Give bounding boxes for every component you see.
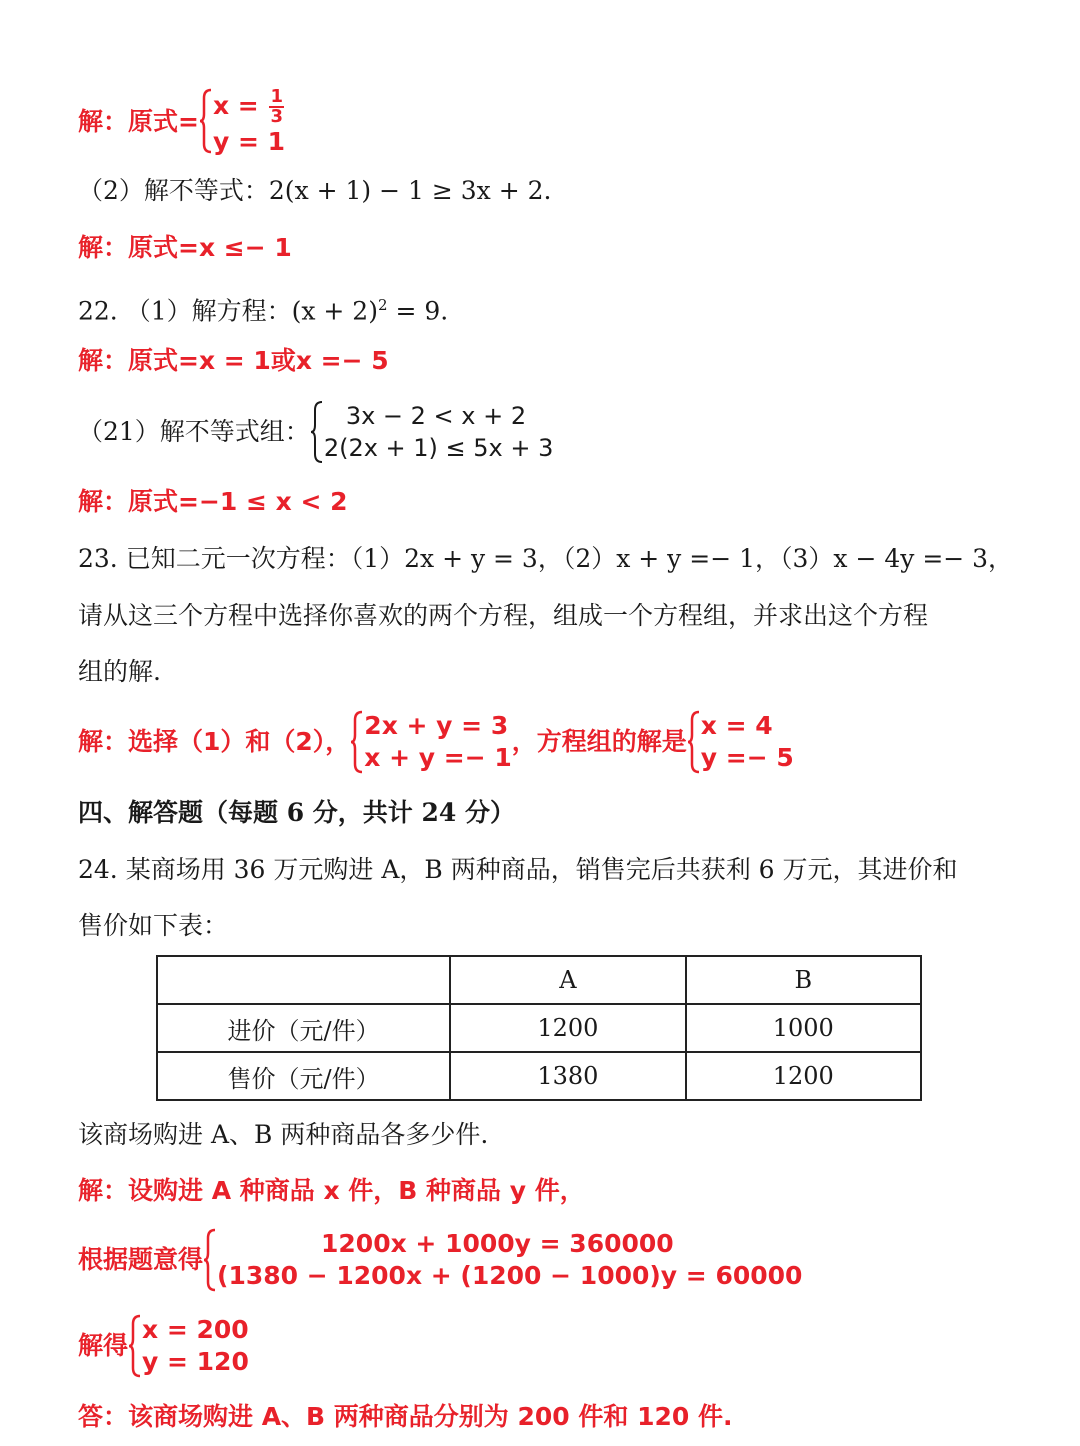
answer-24-system: 1200x + 1000y = 360000 (1380 − 1200x + (1200 − 1000)y = 60000 bbox=[203, 1228, 802, 1292]
question-2: （2）解不等式：2(x + 1) − 1 ≥ 3x + 2. bbox=[78, 176, 552, 205]
answer-23-solution: x = 4 y =− 5 bbox=[687, 710, 794, 774]
brace-icon bbox=[687, 710, 701, 774]
table-row: 进价（元/件） 1200 1000 bbox=[157, 1004, 921, 1052]
question-23-line-2: 请从这三个方程中选择你喜欢的两个方程，组成一个方程组，并求出这个方程 bbox=[78, 601, 929, 630]
answer-24-solution: 解得 x = 200 y = 120 bbox=[78, 1315, 249, 1376]
answer-24-line-1: 解：设购进 A 种商品 x 件，B 种商品 y 件， bbox=[78, 1176, 585, 1205]
answer-24-equations: 根据题意得 1200x + 1000y = 360000 (1380 − 1200x + (1200 − 1000)y = 60000 bbox=[78, 1229, 803, 1290]
answer-1-system: x = $\frac{1}{3}$ y = 1 bbox=[199, 88, 285, 158]
brace-icon bbox=[350, 710, 364, 774]
fraction-one-third: $\frac{1}{3}$ bbox=[270, 86, 283, 127]
question-23-line-3: 组的解. bbox=[78, 657, 161, 686]
question-21: （21）解不等式组： 3x − 2 < x + 2 2(2x + 1) ≤ 5x + 3 bbox=[78, 402, 554, 462]
price-table bbox=[156, 955, 922, 1101]
question-23-line-1: 23. 已知二元一次方程：（1）2x + y = 3，（2）x + y =− 1，（3）x − 4y =− 3， bbox=[78, 544, 1014, 573]
table-header-row: A B bbox=[157, 956, 921, 1004]
answer-23-system: 2x + y = 3 x + y =− 1 bbox=[350, 710, 511, 774]
answer-23: 解：选择（1）和（2）， 2x + y = 3 x + y =− 1 ，方程组的解是 x = 4 y =− 5 bbox=[78, 711, 794, 772]
question-24-line-2: 售价如下表： bbox=[78, 911, 229, 940]
question-22: 22. （1）解方程：$(x + 2)^2 = 9$. bbox=[78, 296, 449, 326]
answer-1 bbox=[78, 88, 285, 158]
section-heading: 四、解答题（每题 6 分，共计 24 分） bbox=[78, 798, 516, 827]
brace-icon bbox=[310, 400, 324, 464]
answer-24-final: 答：该商场购进 A、B 两种商品分别为 200 件和 120 件. bbox=[78, 1402, 733, 1431]
question-24-line-1: 24. 某商场用 36 万元购进 A，B 两种商品，销售完后共获利 6 万元，其进价和 bbox=[78, 855, 958, 884]
answer-1-prefix: 解：原式= bbox=[78, 107, 199, 136]
question-21-system: 3x − 2 < x + 2 2(2x + 1) ≤ 5x + 3 bbox=[310, 400, 554, 464]
brace-icon bbox=[199, 88, 213, 154]
brace-icon bbox=[203, 1228, 217, 1292]
brace-icon bbox=[128, 1314, 142, 1378]
answer-24-solution-system: x = 200 y = 120 bbox=[128, 1314, 249, 1378]
table-row: 售价（元/件） 1380 1200 bbox=[157, 1052, 921, 1100]
answer-21: 解：原式=−1 ≤ x < 2 bbox=[78, 487, 348, 516]
question-24-ask: 该商场购进 A、B 两种商品各多少件. bbox=[78, 1120, 489, 1149]
answer-2: 解：原式=x ≤− 1 bbox=[78, 233, 292, 262]
answer-22: 解：原式=x = 1或x =− 5 bbox=[78, 346, 389, 375]
